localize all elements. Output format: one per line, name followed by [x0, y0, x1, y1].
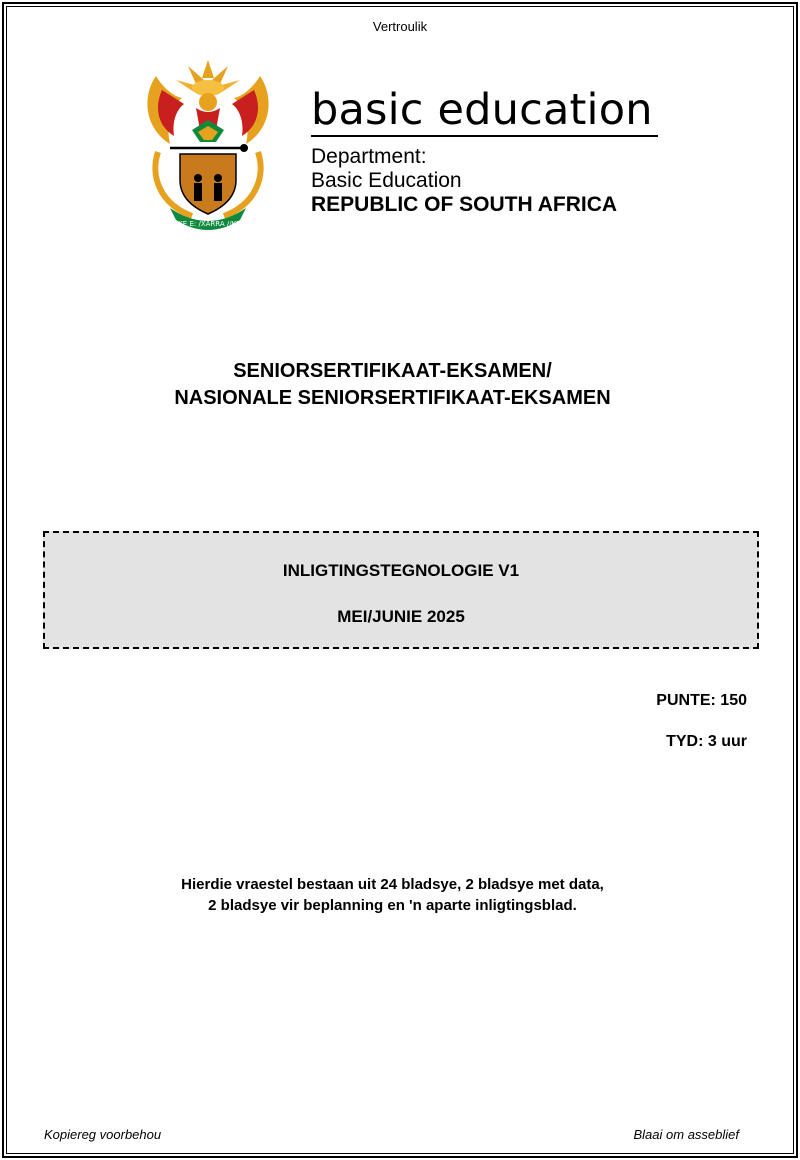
turn-over-footer: Blaai om asseblief — [633, 1127, 739, 1142]
subject-name: INLIGTINGSTEGNOLOGIE V1 — [282, 561, 520, 580]
department-block — [311, 145, 462, 193]
note-line-1: Hierdie vraestel bestaan uit 24 bladsye, 2 bladsye met data, — [181, 876, 604, 893]
country-name: REPUBLIC OF SOUTH AFRICA — [311, 193, 618, 216]
confidential-label: Vertroulik — [372, 19, 428, 34]
sun-icon — [176, 60, 240, 96]
coat-of-arms-icon — [136, 56, 280, 230]
exam-duration: TYD: 3 uur — [666, 733, 747, 750]
brand-divider — [311, 135, 658, 137]
department-line-2: Basic Education — [311, 169, 462, 192]
exam-title — [0, 358, 785, 412]
page-count-note — [0, 874, 785, 916]
copyright-footer: Kopiereg voorbehou — [44, 1127, 162, 1142]
exam-title-line-2: NASIONALE SENIORSERTIFIKAAT-EKSAMEN — [174, 387, 611, 409]
department-line-1: Department: — [311, 145, 427, 168]
note-line-2: 2 bladsye vir beplanning en 'n aparte inligtingsblad. — [208, 897, 577, 914]
exam-session: MEI/JUNIE 2025 — [337, 607, 465, 626]
brand-title: basic education — [311, 85, 653, 135]
total-marks: PUNTE: 150 — [656, 692, 747, 709]
motto-text: !KE E: /XARRA //KE — [175, 220, 241, 228]
exam-title-line-1: SENIORSERTIFIKAAT-EKSAMEN/ — [233, 360, 552, 382]
subject-box — [43, 531, 759, 649]
